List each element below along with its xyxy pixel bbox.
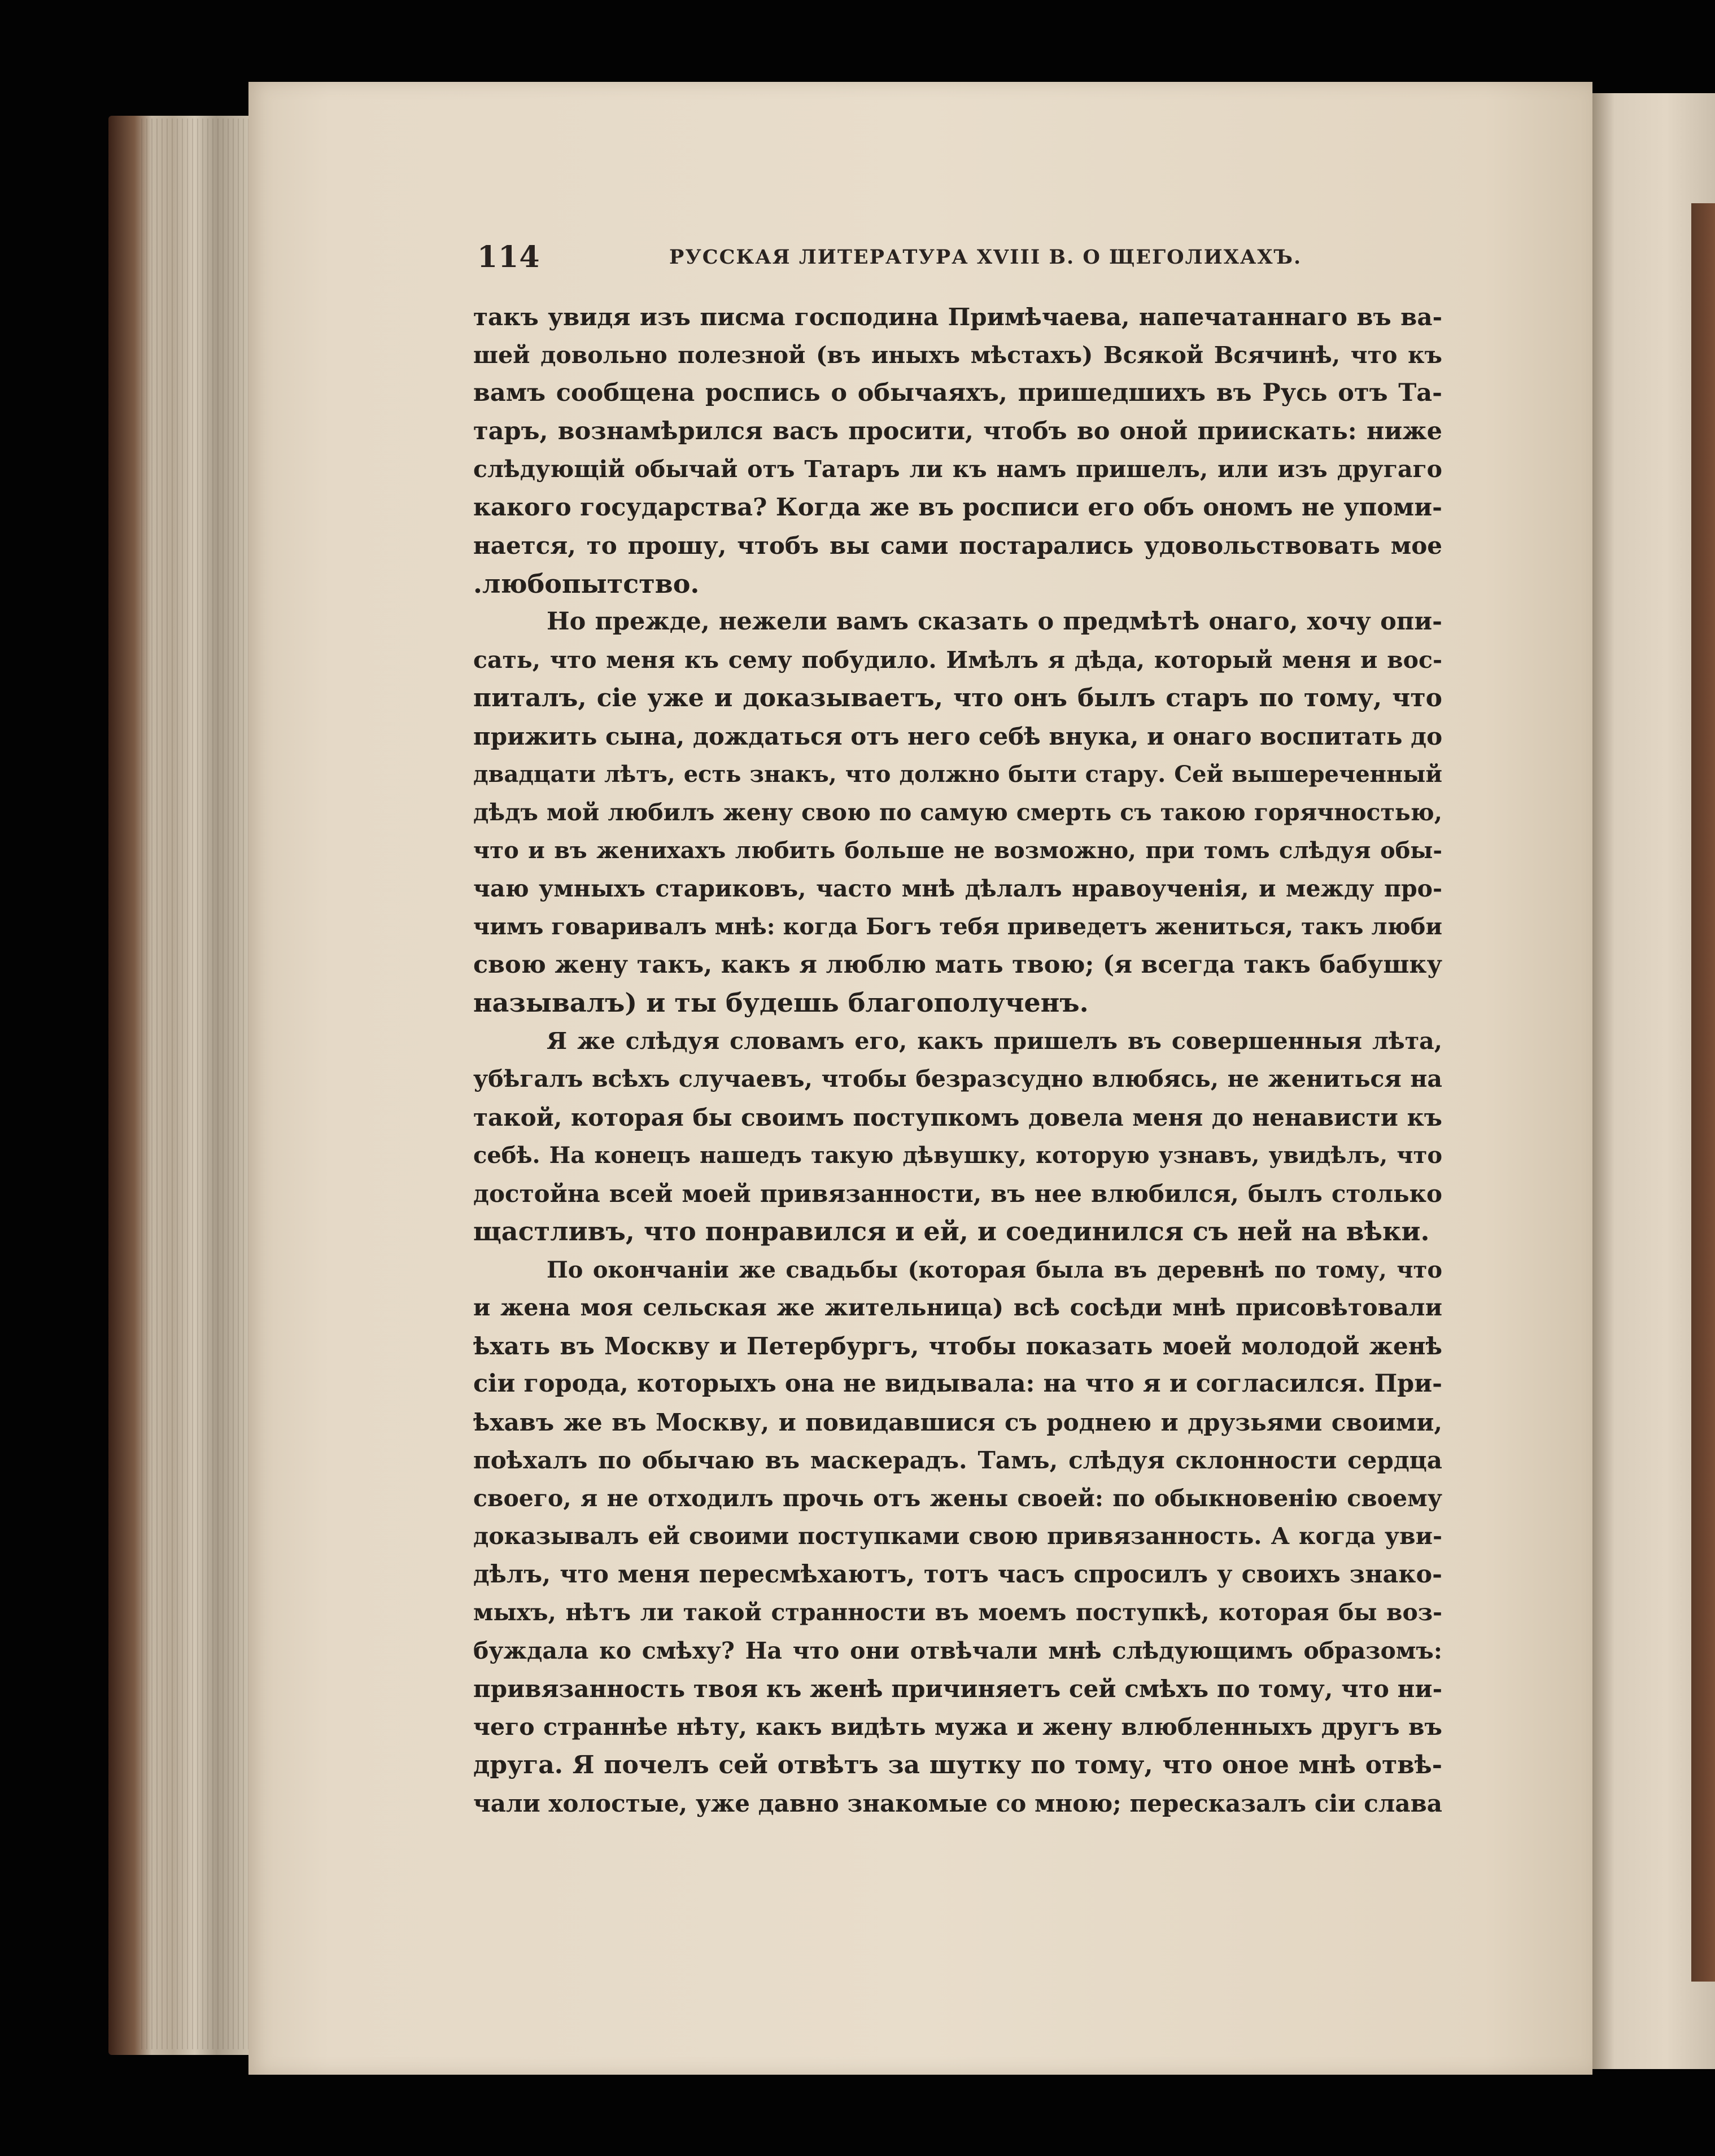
text-line: нается, то прошу, чтобъ вы сами постарались удовольствовать мое [473,532,1442,559]
text-line: называлъ) и ты будешь благополученъ. [473,987,1089,1018]
text-line: буждала ко смѣху? На что они отвѣчали мнѣ слѣдующимъ образомъ: [473,1637,1442,1664]
page-number: 114 [477,240,540,274]
text-line: Я же слѣдуя словамъ его, какъ пришелъ въ совершенныя лѣта, [547,1027,1442,1055]
text-line: сать, что меня къ сему побудило. Имѣлъ я дѣда, который меня и вос- [473,646,1442,674]
text-line: сіи города, которыхъ она не видывала: на что я и согласился. При- [473,1370,1442,1398]
text-line: и жена моя сельская же жительница) всѣ сосѣди мнѣ присовѣтовали [473,1294,1442,1321]
text-line: достойна всей моей привязанности, въ нее влюбился, былъ столько [473,1179,1442,1208]
text-line: убѣгалъ всѣхъ случаевъ, чтобы безразсудно влюбясь, не жениться на [473,1065,1442,1092]
text-line: такой, которая бы своимъ поступкомъ довела меня до ненависти къ [473,1103,1442,1131]
text-line: По окончаніи же свадьбы (которая была въ деревнѣ по тому, что [547,1256,1442,1283]
text-line: шей довольно полезной (въ иныхъ мѣстахъ) Всякой Всячинѣ, что къ [473,341,1442,369]
text-line: вамъ сообщена роспись о обычаяхъ, пришедшихъ въ Русь отъ Та- [473,379,1442,407]
running-head [477,240,1446,274]
text-line: своего, я не отходилъ прочь отъ жены своей: по обыкновенію своему [473,1484,1442,1512]
text-line: ѣхавъ же въ Москву, и повидавшися съ роднею и друзьями своими, [473,1408,1442,1436]
text-line: мыхъ, нѣтъ ли такой странности въ моемъ поступкѣ, которая бы воз- [473,1599,1442,1626]
text-line: такъ увидя изъ писма господина Примѣчаева, напечатаннаго въ ва- [473,303,1442,331]
text-line: прижить сына, дождаться отъ него себѣ внука, и онаго воспитать до [473,722,1442,750]
text-line: поѣхалъ по обычаю въ маскерадъ. Тамъ, слѣдуя склонности сердца [473,1446,1442,1474]
running-title: РУССКАЯ ЛИТЕРАТУРА XVIII В. О ЩЕГОЛИХАХЪ. [669,246,1302,269]
text-line: что и въ женихахъ любить больше не возможно, при томъ слѣдуя обы- [473,837,1442,864]
text-line: питалъ, сіе уже и доказываетъ, что онъ былъ старъ по тому, что [473,684,1442,712]
text-line: щастливъ, что понравился и ей, и соединился съ ней на вѣки. [473,1216,1430,1247]
text-line: чаю умныхъ стариковъ, часто мнѣ дѣлалъ нравоученія, и между про- [473,874,1442,902]
text-line: дѣдъ мой любилъ жену свою по самую смерть съ такою горячностью, [473,798,1442,826]
body-text [473,298,1442,1822]
text-line: дѣлъ, что меня пересмѣхаютъ, тотъ часъ спросилъ у своихъ знако- [473,1560,1442,1589]
text-line: Но прежде, нежели вамъ сказать о предмѣтѣ онаго, хочу опи- [547,607,1442,636]
text-line: таръ, вознамѣрился васъ просити, чтобъ во оной приискать: ниже [473,417,1442,445]
text-line: свою жену такъ, какъ я люблю мать твою; (я всегда такъ бабушку [473,950,1442,979]
text-line: ѣхать въ Москву и Петербургъ, чтобы показать моей молодой женѣ [473,1332,1442,1360]
text-line: себѣ. На конецъ нашедъ такую дѣвушку, которую узнавъ, увидѣлъ, что [473,1142,1442,1169]
text-line: чего страннѣе нѣту, какъ видѣть мужа и жену влюбленныхъ другъ въ [473,1713,1442,1740]
text-line: друга. Я почелъ сей отвѣтъ за шутку по тому, что оное мнѣ отвѣ- [473,1751,1442,1779]
page-edge-lines [141,119,248,2049]
text-line: чали холостые, уже давно знакомые со мною; пересказалъ сіи слава [473,1789,1442,1817]
text-line: чимъ говаривалъ мнѣ: когда Богъ тебя приведетъ жениться, такъ люби [473,913,1442,940]
text-line: привязанность твоя къ женѣ причиняетъ сей смѣхъ по тому, что ни- [473,1675,1442,1703]
text-line: .любопытство. [473,568,700,599]
text-line: доказывалъ ей своими поступками свою привязанность. А когда уви- [473,1523,1442,1550]
text-line: слѣдующій обычай отъ Татаръ ли къ намъ пришелъ, или изъ другаго [473,456,1442,483]
text-line: какого государства? Когда же въ росписи его объ ономъ не упоми- [473,493,1442,522]
text-line: двадцати лѣтъ, есть знакъ, что должно быти стару. Сей вышереченный [473,761,1442,788]
book-cover-edge [1691,203,1715,1982]
